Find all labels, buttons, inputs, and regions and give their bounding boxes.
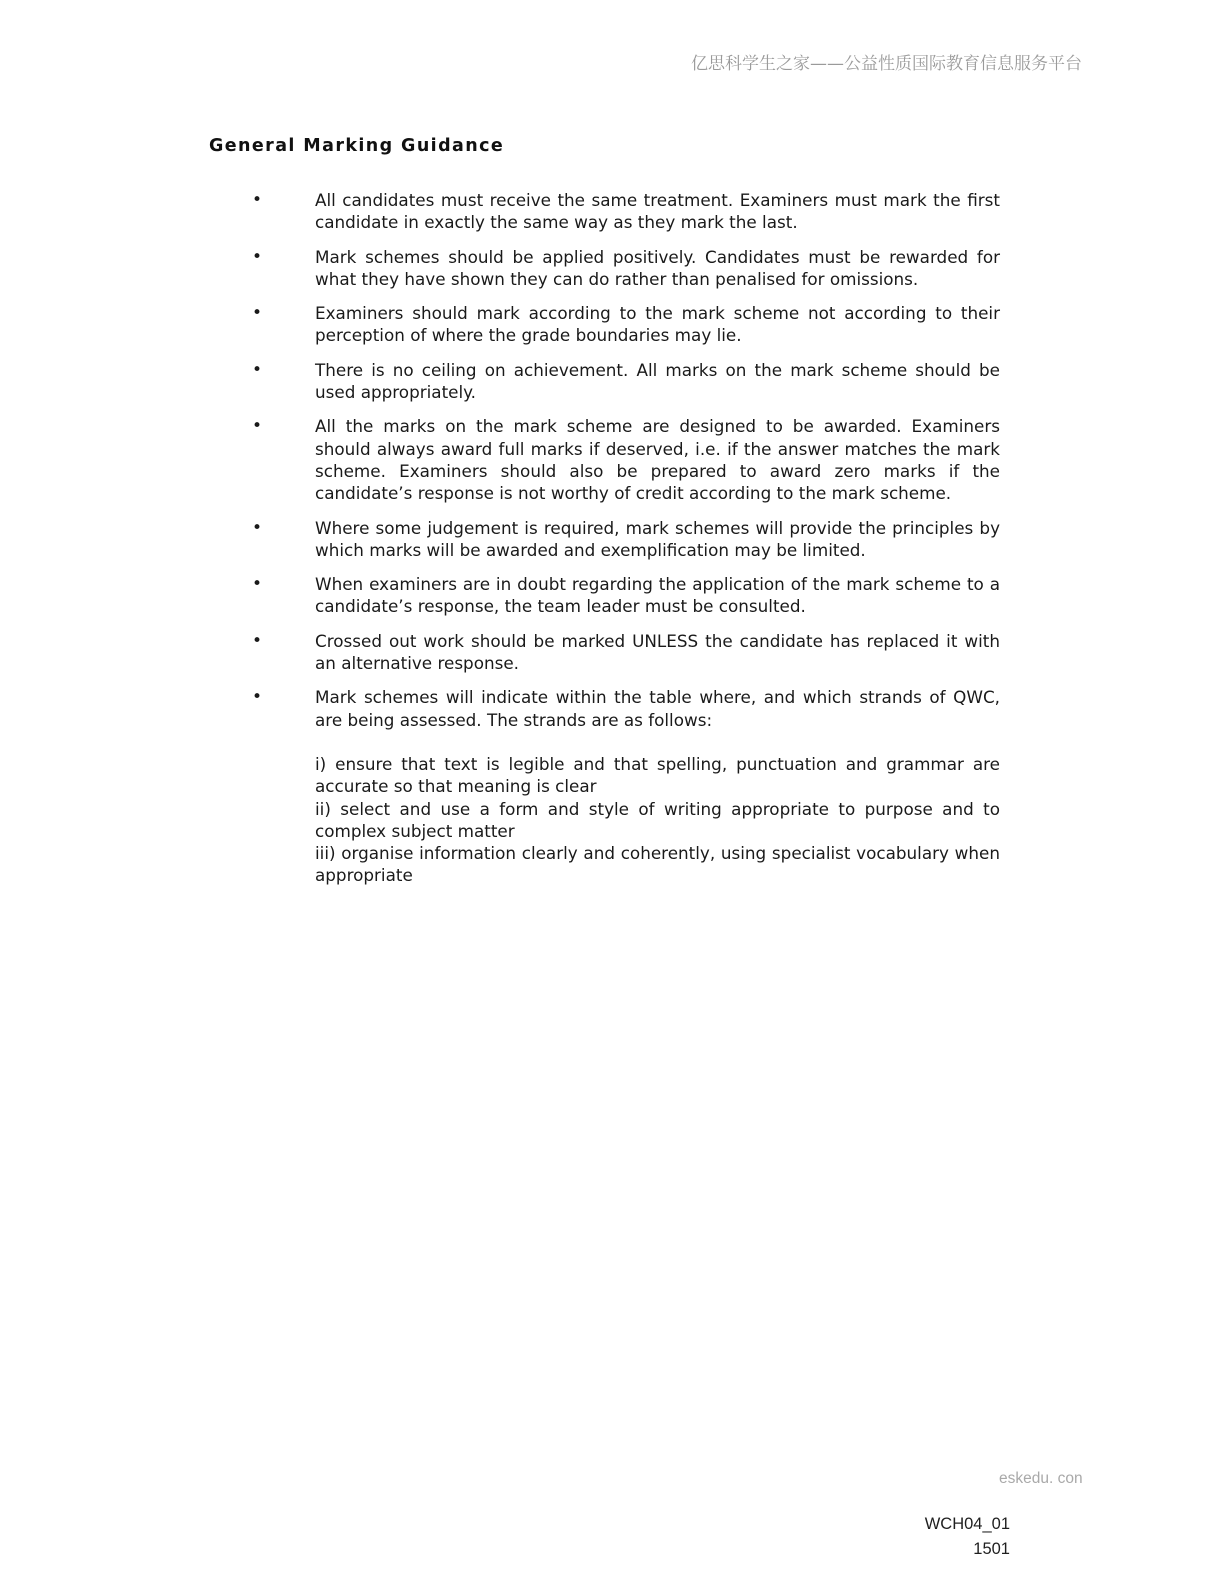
- guidance-content: [252, 189, 1000, 887]
- bullet-icon: •: [252, 630, 263, 651]
- bullet-text: There is no ceiling on achievement. All marks on the mark scheme should be used appropriately.: [315, 359, 1000, 403]
- footer-watermark: eskedu. con: [999, 1470, 1083, 1487]
- bullet-icon: •: [252, 246, 263, 267]
- bullet-icon: •: [252, 574, 263, 595]
- bullet-list: [252, 189, 1000, 731]
- bullet-text: Crossed out work should be marked UNLESS the candidate has replaced it with an alternative response.: [315, 630, 1000, 674]
- bullet-item: [252, 302, 1000, 347]
- paper-number: 1501: [973, 1539, 1010, 1558]
- bullet-text: Where some judgement is required, mark schemes will provide the principles by which marks will be awarded and exemplification may be limited.: [315, 517, 1000, 560]
- bullet-icon: •: [252, 517, 263, 538]
- page-title: General Marking Guidance: [209, 136, 505, 156]
- paper-id: [925, 1512, 1010, 1561]
- bullet-text: All candidates must receive the same treatment. Examiners must mark the first candidate in exactly the same way as they mark the last.: [315, 190, 1000, 233]
- bullet-text: Mark schemes should be applied positively. Candidates must be rewarded for what they have shown they can do rather than penalised for omissions.: [315, 246, 1000, 289]
- bullet-icon: •: [252, 303, 263, 324]
- bullet-item: [252, 686, 1000, 731]
- paper-code: WCH04_01: [924, 1515, 1010, 1533]
- bullet-text: When examiners are in doubt regarding the application of the mark scheme to a candidate’s response, the team leader must be consulted.: [315, 574, 1000, 617]
- bullet-item: [252, 517, 1000, 562]
- bullet-icon: •: [252, 190, 263, 210]
- bullet-icon: •: [252, 687, 263, 708]
- qwc-strand-item: i) ensure that text is legible and that spelling, punctuation and grammar are accurate so that meaning is clear: [315, 753, 1000, 797]
- bullet-icon: •: [252, 359, 263, 380]
- bullet-icon: •: [252, 416, 263, 437]
- bullet-text: All the marks on the mark scheme are designed to be awarded. Examiners should always award full marks if deserved, i.e. if the answer matches the mark scheme. Examiners should also be prepared to award zero marks if the candidate’s response is not worthy of credit according to the mark scheme.: [315, 416, 1000, 504]
- bullet-text: Mark schemes will indicate within the table where, and which strands of QWC, are being assessed. The strands are as follows:: [315, 687, 1000, 730]
- bullet-item: [252, 189, 1000, 234]
- bullet-item: [252, 246, 1000, 291]
- qwc-strand-item: ii) select and use a form and style of writing appropriate to purpose and to complex subject matter: [315, 798, 1000, 841]
- header-watermark: 亿思科学生之家——公益性质国际教育信息服务平台: [691, 54, 1082, 74]
- bullet-item: [252, 630, 1000, 675]
- bullet-item: [252, 359, 1000, 404]
- bullet-item: [252, 415, 1000, 504]
- qwc-strand-list: [315, 753, 1000, 887]
- bullet-item: [252, 573, 1000, 618]
- qwc-strand-item: iii) organise information clearly and coherently, using specialist vocabulary when appropriate: [315, 843, 1000, 886]
- bullet-text: Examiners should mark according to the mark scheme not according to their perception of where the grade boundaries may lie.: [315, 303, 1000, 346]
